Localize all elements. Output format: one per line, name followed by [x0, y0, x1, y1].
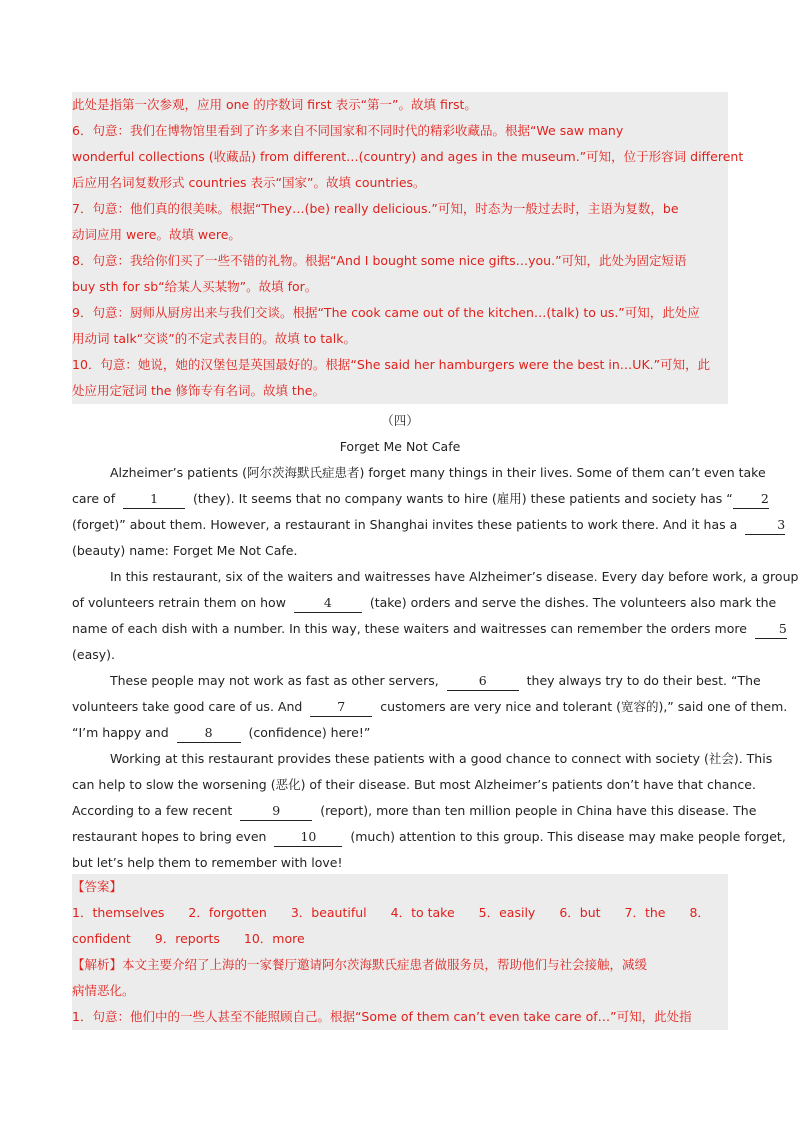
- passage-text: care of: [72, 491, 116, 506]
- answer-item: 1．themselves: [72, 905, 165, 920]
- answer-item: 10．more: [243, 931, 305, 946]
- passage-line: but let’s help them to remember with love!: [72, 855, 343, 870]
- blank-9: 9: [240, 802, 312, 821]
- passage-line: can help to slow the worsening (恶化) of their disease. But most Alzheimer’s patients don’t have that chance.: [72, 777, 756, 792]
- passage-text: (forget)” about them. However, a restaurant in Shanghai invites these patients to work there. And it has a: [72, 517, 738, 532]
- passage: [72, 460, 799, 876]
- passage-title: Forget Me Not Cafe: [339, 439, 461, 454]
- passage-text: (much) attention to this group. This disease may make people forget,: [350, 829, 786, 844]
- explanation-line: 后应用名词复数形式 countries 表示“国家”。故填 countries。: [72, 175, 426, 190]
- passage-text: (take) orders and serve the dishes. The volunteers also mark the: [369, 595, 777, 610]
- passage-line: [72, 590, 777, 616]
- analysis-line: 病情恶化。: [72, 983, 135, 998]
- passage-text: According to a few recent: [72, 803, 233, 818]
- explanation-line: 9．句意：厨师从厨房出来与我们交谈。根据“The cook came out of the kitchen…(talk) to us.”可知，此处应: [72, 305, 700, 320]
- passage-text: they always try to do their best. “The: [526, 673, 761, 688]
- explanation-line: 7．句意：他们真的很美味。根据“They…(be) really delicious.”可知，时态为一般过去时，主语为复数，be: [72, 201, 679, 216]
- passage-line: [72, 694, 788, 720]
- passage-line: [72, 486, 769, 512]
- answer-row: [72, 900, 728, 926]
- analysis-line: 【解析】本文主要介绍了上海的一家餐厅邀请阿尔茨海默氏症患者做服务员，帮助他们与社会接触，减缓: [72, 957, 648, 972]
- section-number: （四）: [381, 413, 419, 428]
- answer-row: [72, 926, 728, 952]
- explanation-line: 6．句意：我们在博物馆里看到了许多来自不同国家和不同时代的精彩收藏品。根据“We saw many: [72, 123, 624, 138]
- answer-item: 2．forgotten: [188, 905, 267, 920]
- passage-text: name of each dish with a number. In this way, these waiters and waitresses can remember the orders more: [72, 621, 747, 636]
- explanation-line: 用动词 talk“交谈”的不定式表目的。故填 to talk。: [72, 331, 356, 346]
- top-explanation: [72, 92, 744, 404]
- passage-line: [72, 798, 757, 824]
- analysis-line: 1．句意：他们中的一些人甚至不能照顾自己。根据“Some of them can’t even take care of…”可知，此处指: [72, 1009, 692, 1024]
- answer-item: 5．easily: [478, 905, 536, 920]
- answer-item: 3．beautiful: [290, 905, 367, 920]
- explanation-line: 处应用定冠词 the 修饰专有名词。故填 the。: [72, 383, 325, 398]
- blank-2: 2: [733, 490, 769, 509]
- blank-8: 8: [177, 724, 241, 743]
- answer-item: 6．but: [559, 905, 601, 920]
- answer-heading: 【答案】: [72, 879, 123, 894]
- passage-line: [72, 616, 787, 642]
- passage-line: In this restaurant, six of the waiters and waitresses have Alzheimer’s disease. Every day before work, a group: [110, 569, 799, 584]
- explanation-line: wonderful collections (收藏品) from different…(country) and ages in the museum.”可知，位于形容词 different: [72, 149, 744, 164]
- passage-text: (confidence) here!”: [248, 725, 371, 740]
- passage-line: Alzheimer’s patients (阿尔茨海默氏症患者) forget many things in their lives. Some of them can’t even take: [110, 465, 766, 480]
- answer-item: 7．the: [624, 905, 666, 920]
- explanation-line: 8．句意：我给你们买了一些不错的礼物。根据“And I bought some nice gifts…you.”可知，此处为固定短语: [72, 253, 687, 268]
- passage-line: [72, 668, 761, 694]
- blank-3: 3: [745, 516, 785, 535]
- answer-item: 4．to take: [390, 905, 455, 920]
- blank-7: 7: [310, 698, 372, 717]
- passage-text: These people may not work as fast as other servers,: [110, 673, 439, 688]
- passage-text: (report), more than ten million people in China have this disease. The: [320, 803, 757, 818]
- passage-text: volunteers take good care of us. And: [72, 699, 303, 714]
- explanation-line: 动词应用 were。故填 were。: [72, 227, 241, 242]
- blank-1: 1: [123, 490, 185, 509]
- blank-10: 10: [274, 828, 342, 847]
- explanation-line: 此处是指第一次参观，应用 one 的序数词 first 表示“第一”。故填 first。: [72, 97, 477, 112]
- explanation-line: 10．句意：她说，她的汉堡包是英国最好的。根据“She said her hamburgers were the best in…UK.”可知，此: [72, 357, 711, 372]
- section-heading: [72, 408, 728, 460]
- blank-5: 5: [755, 620, 787, 639]
- passage-text: (they). It seems that no company wants to hire (雇用) these patients and society has “: [193, 491, 733, 506]
- passage-text: “I’m happy and: [72, 725, 169, 740]
- passage-line: Working at this restaurant provides these patients with a good chance to connect with society (社会). This: [110, 751, 773, 766]
- passage-line: [72, 512, 786, 538]
- passage-line: (easy).: [72, 647, 115, 662]
- explanation-line: buy sth for sb“给某人买某物”。故填 for。: [72, 279, 318, 294]
- passage-line: (beauty) name: Forget Me Not Cafe.: [72, 543, 298, 558]
- answer-block: [72, 874, 728, 1030]
- passage-text: restaurant hopes to bring even: [72, 829, 267, 844]
- blank-4: 4: [294, 594, 362, 613]
- passage-line: [72, 824, 786, 850]
- passage-text: of volunteers retrain them on how: [72, 595, 286, 610]
- answer-item: 9．reports: [154, 931, 220, 946]
- blank-6: 6: [447, 672, 519, 691]
- passage-text: customers are very nice and tolerant (宽容的),” said one of them.: [380, 699, 788, 714]
- answer-item: 8．: [689, 905, 710, 920]
- answer-item: confident: [72, 931, 131, 946]
- passage-line: [72, 720, 728, 746]
